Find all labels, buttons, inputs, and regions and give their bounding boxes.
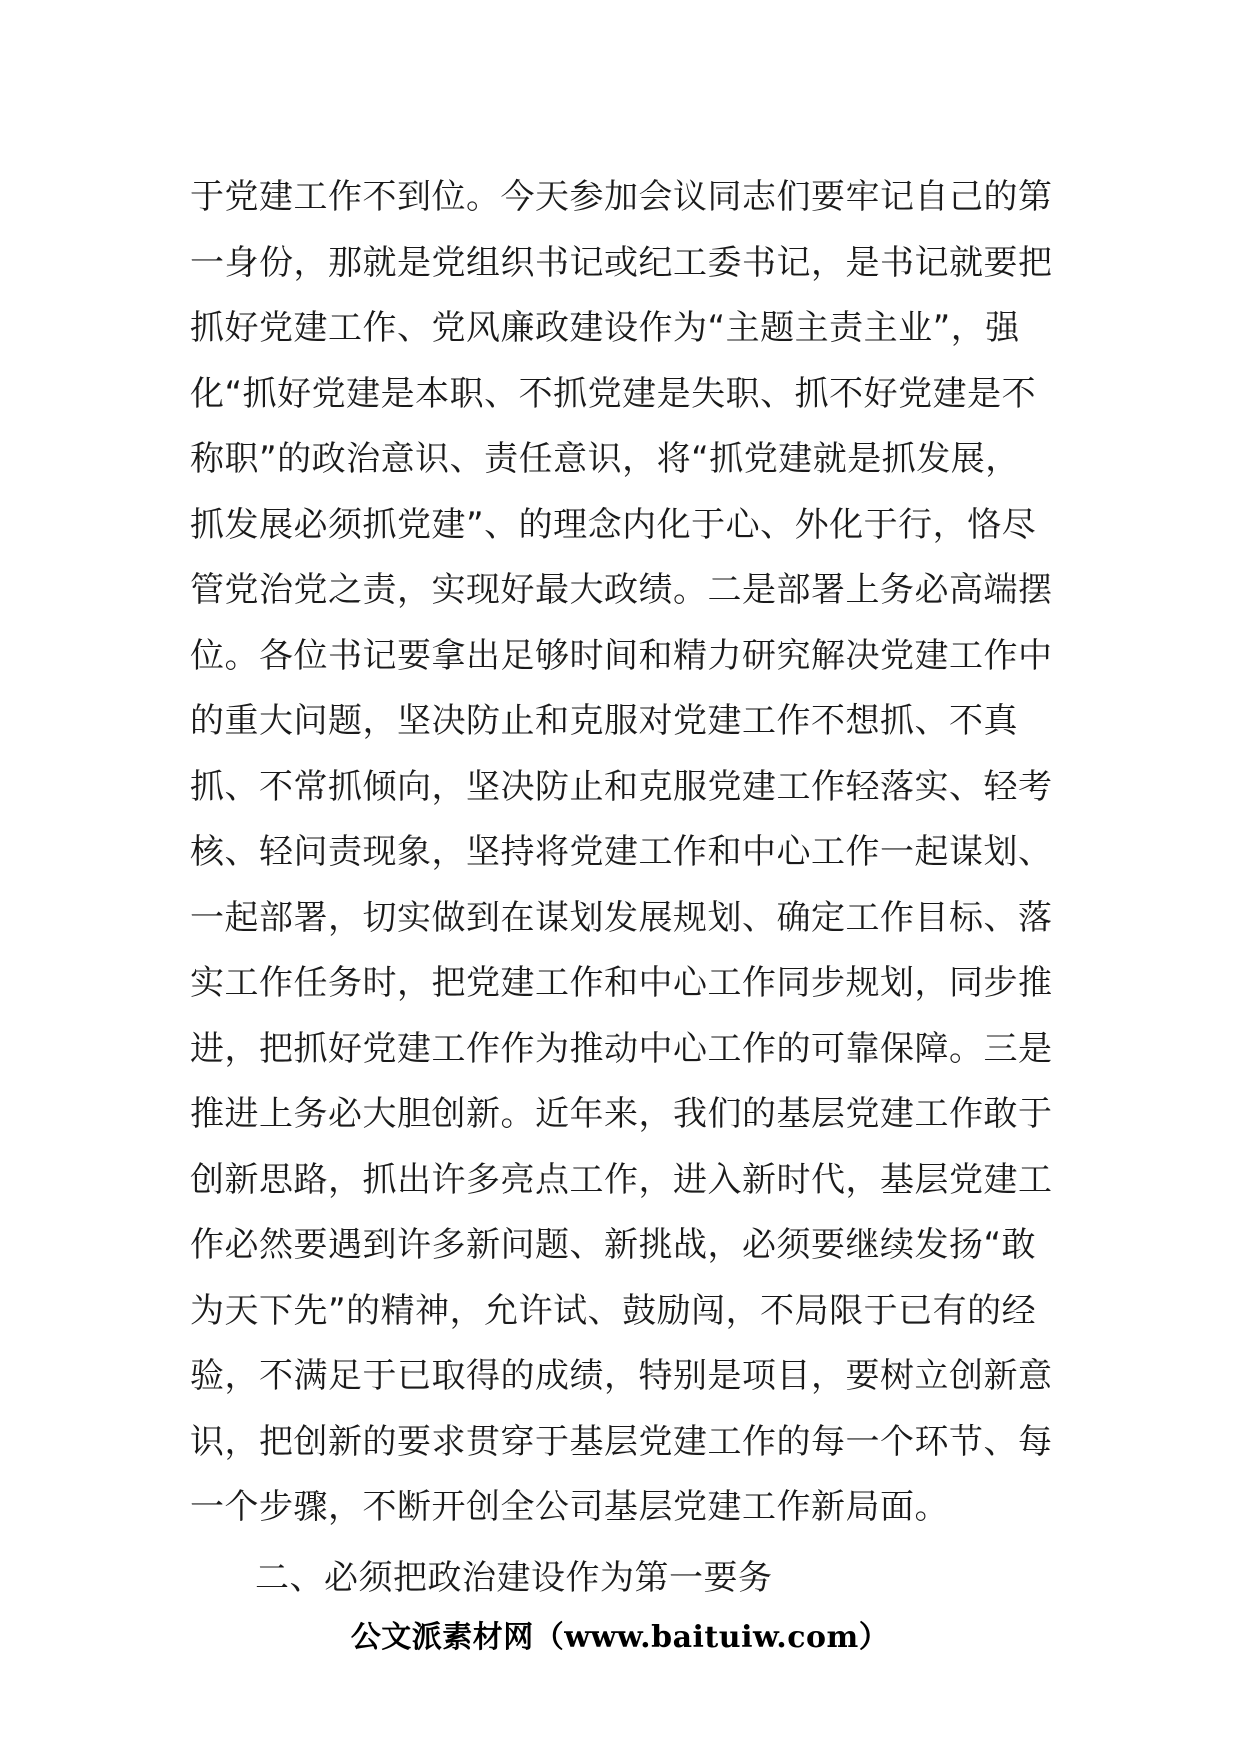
text-line: 抓好党建工作、党风廉政建设作为“主题主责主业”，强 xyxy=(190,308,1020,348)
footer-watermark: 公文派素材网（www.baituiw.com） xyxy=(350,1620,890,1655)
text-line: 一身份，那就是党组织书记或纪工委书记，是书记就要把 xyxy=(190,242,1053,283)
text-line: 创新思路，抓出许多亮点工作，进入新时代，基层党建工 xyxy=(190,1159,1053,1200)
text-line: 一个步骤，不断开创全公司基层党建工作新局面。 xyxy=(190,1487,949,1527)
text-line: 为天下先”的精神，允许试、鼓励闯，不局限于已有的经 xyxy=(190,1290,1037,1331)
text-line: 推进上务必大胆创新。近年来，我们的基层党建工作敢于 xyxy=(190,1094,1053,1134)
text-line: 的重大问题，坚决防止和克服对党建工作不想抓、不真 xyxy=(190,701,1018,741)
text-line: 位。各位书记要拿出足够时间和精力研究解决党建工作中 xyxy=(190,635,1053,676)
section-heading: 二、必须把政治建设作为第一要务 xyxy=(255,1557,773,1598)
text-line: 于党建工作不到位。今天参加会议同志们要牢记自己的第 xyxy=(190,177,1053,217)
text-line: 验，不满足于已取得的成绩，特别是项目，要树立创新意 xyxy=(190,1356,1053,1396)
text-line: 识，把创新的要求贯穿于基层党建工作的每一个环节、每 xyxy=(190,1421,1053,1462)
text-line: 化“抓好党建是本职、不抓党建是失职、抓不好党建是不 xyxy=(190,373,1037,414)
text-line: 管党治党之责，实现好最大政绩。二是部署上务必高端摆 xyxy=(190,570,1053,610)
text-line: 抓、不常抓倾向，坚决防止和克服党建工作轻落实、轻考 xyxy=(190,766,1053,807)
text-line: 一起部署，切实做到在谋划发展规划、确定工作目标、落 xyxy=(190,897,1053,938)
body-text xyxy=(190,165,1070,1611)
text-line: 抓发展必须抓党建”、的理念内化于心、外化于行，恪尽 xyxy=(190,504,1037,545)
text-line: 核、轻问责现象，坚持将党建工作和中心工作一起谋划、 xyxy=(190,832,1053,872)
text-line: 实工作任务时，把党建工作和中心工作同步规划，同步推 xyxy=(190,963,1053,1003)
text-line: 称职”的政治意识、责任意识，将“抓党建就是抓发展， xyxy=(190,439,1020,479)
text-line: 进，把抓好党建工作作为推动中心工作的可靠保障。三是 xyxy=(190,1028,1053,1069)
text-line: 作必然要遇到许多新问题、新挑战，必须要继续发扬“敢 xyxy=(190,1225,1037,1265)
